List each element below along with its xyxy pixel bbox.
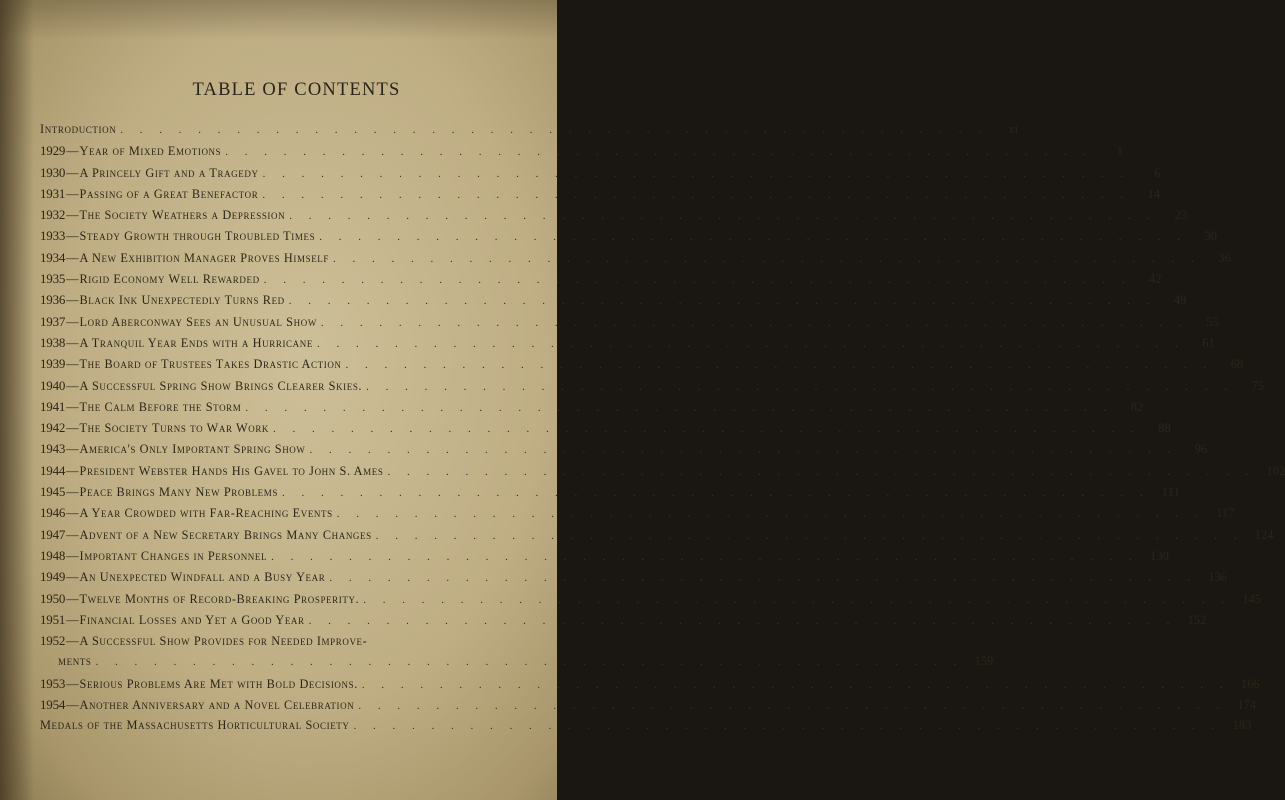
toc-entry-title: America's Only Important Spring Show xyxy=(79,442,306,457)
toc-entry xyxy=(40,441,1208,462)
toc-entry-leader: . . . . . . . . . . . . . . . . . . . . . . . . . . . . . . . . . . . . . . . . . . . . . xyxy=(288,295,1157,308)
toc-entry-page: 130 xyxy=(1150,548,1169,563)
toc-entry-leader: . . . . . . . . . . . . . . . . . . . . . . . . . . . . . . . . . . . . . . . . . . . . . xyxy=(375,529,1244,542)
toc-entry xyxy=(40,611,1207,633)
toc-entry-title: Introduction xyxy=(40,122,117,136)
toc-entry-year: 1936 xyxy=(40,292,66,308)
toc-entry-dash: — xyxy=(66,250,79,265)
toc-entry-year: 1931 xyxy=(40,185,66,201)
toc-entry-year: 1949 xyxy=(40,569,66,585)
toc-entry-title: Important Changes in Personnel xyxy=(79,548,268,563)
toc-entry-title: ments xyxy=(58,654,92,669)
toc-entry xyxy=(40,228,1217,249)
toc-entry xyxy=(40,484,1180,505)
toc-entry-page: 36 xyxy=(1218,250,1231,265)
toc-entry-page: 75 xyxy=(1251,378,1264,393)
toc-entry-page: 68 xyxy=(1230,357,1244,372)
toc-entry-year: 1935 xyxy=(40,271,66,287)
toc-entry xyxy=(40,654,994,675)
toc-entry xyxy=(40,122,1019,143)
toc-entry-dash: — xyxy=(66,591,79,606)
toc-entry-title: Year of Mixed Emotions xyxy=(79,144,222,159)
toc-entry-leader: . . . . . . . . . . . . . . . . . . . . . . . . . . . . . . . . . . . . . . . . . . . . . xyxy=(358,700,1227,713)
toc-entry xyxy=(40,675,1260,697)
toc-entry xyxy=(40,143,1123,164)
toc-entry-dash: — xyxy=(66,442,79,457)
toc-entry xyxy=(40,356,1244,377)
toc-entry-leader: . . . . . . . . . . . . . . . . . . . . . . . . . . . . . . . . . . . . . . . . . . . . . xyxy=(95,656,964,669)
toc-entry xyxy=(40,526,1274,548)
toc-entry-title: Serious Problems Are Met with Bold Decisions. xyxy=(79,676,358,691)
toc-entry-title: Black Ink Unexpectedly Turns Red xyxy=(79,293,285,308)
toc-entry-title: An Unexpected Windfall and a Busy Year xyxy=(79,570,326,585)
toc-entry-dash: — xyxy=(66,357,79,372)
toc-entry-leader: . . . . . . . . . . . . . . . . . . . . . . . . . . . . . . . . . . . . . . . . . . . . . xyxy=(282,487,1150,500)
toc-entry-leader: . . . . . . . . . . . . . . . . . . . . . . . . . . . . . . . . . . . . . . . . . . . . . xyxy=(329,572,1198,585)
toc-entry-title: A Year Crowded with Far-Reaching Events xyxy=(79,506,333,521)
toc-entry xyxy=(40,185,1161,207)
toc-entry-title: The Society Weathers a Depression xyxy=(79,208,286,223)
toc-entry-title: Advent of a New Secretary Brings Many Changes xyxy=(79,527,372,542)
toc-entry-page: 111 xyxy=(1161,485,1180,500)
toc-entry-title: Financial Losses and Yet a Good Year xyxy=(79,612,305,627)
toc-entry-year: 1937 xyxy=(40,313,66,329)
toc-entry-year: 1945 xyxy=(40,484,66,500)
toc-entry-dash: — xyxy=(66,165,79,180)
toc-entry-title: A Successful Spring Show Brings Clearer Skies. xyxy=(79,378,363,393)
toc-entry-page: 61 xyxy=(1202,335,1215,350)
toc-entry-year: 1943 xyxy=(40,441,66,457)
toc-entry-page: 42 xyxy=(1148,272,1162,287)
toc-entry-leader: . . . . . . . . . . . . . . . . . . . . . . . . . . . . . . . . . . . . . . . . . . . . . xyxy=(363,593,1231,606)
toc-entry-dash: — xyxy=(66,399,79,414)
toc-entry-year: 1941 xyxy=(40,398,66,414)
page-title: TABLE OF CONTENTS xyxy=(192,80,401,100)
toc-entry-leader: . . . . . . . . . . . . . . . . . . . . . . . . . . . . . . . . . . . . . . . . . . . . . xyxy=(262,188,1131,201)
toc-entry-year: 1950 xyxy=(40,590,66,606)
toc-entry xyxy=(40,462,1285,484)
toc-entry-dash: — xyxy=(66,293,79,308)
toc-entry-dash: — xyxy=(66,634,79,649)
toc-entry-leader: . . . . . . . . . . . . . . . . . . . . . . . . . . . . . . . . . . . . . . . . . . . . . xyxy=(320,316,1189,329)
toc-entry-year: 1946 xyxy=(40,505,66,521)
toc-entry-leader: . . . . . . . . . . . . . . . . . . . . . . . . . . . . . . . . . . . . . . . . . . . . . xyxy=(289,210,1157,223)
toc-entry xyxy=(40,505,1235,526)
toc-entry-dash: — xyxy=(66,208,79,223)
toc-entry-leader: . . . . . . . . . . . . . . . . . . . . . . . . . . . . . . . . . . . . . . . . . . . . . xyxy=(319,231,1187,244)
toc-entry-year: 1953 xyxy=(40,675,66,691)
toc-entry-leader: . . . . . . . . . . . . . . . . . . . . . . . . . . . . . . . . . . . . . . . . . . . . . xyxy=(345,359,1214,372)
toc-entry-page: 145 xyxy=(1242,591,1261,606)
toc-entry-year: 1948 xyxy=(40,547,66,563)
toc-entry-year: 1947 xyxy=(40,526,66,542)
toc-entry xyxy=(40,271,1162,292)
toc-entry-page: 49 xyxy=(1174,293,1187,308)
toc-entry-dash: — xyxy=(66,229,79,244)
toc-entry-title: Peace Brings Many New Problems xyxy=(79,485,278,500)
toc-entry-leader: . . . . . . . . . . . . . . . . . . . . . . . . . . . . . . . . . . . . . . . . . . . . . xyxy=(366,380,1234,393)
toc-entry-page: 183 xyxy=(1232,718,1252,733)
toc-entry-page: 174 xyxy=(1237,698,1257,713)
toc-entry-year: 1938 xyxy=(40,334,66,350)
toc-entry-leader: . . . . . . . . . . . . . . . . . . . . . . . . . . . . . . . . . . . . . . . . . . . . . xyxy=(225,146,1093,159)
toc-entry-leader: . . . . . . . . . . . . . . . . . . . . . . . . . . . . . . . . . . . . . . . . . . . . . xyxy=(263,274,1132,287)
toc-entry-title: The Board of Trustees Takes Drastic Action xyxy=(79,357,342,372)
toc-entry-leader: . . . . . . . . . . . . . . . . . . . . . . . . . . . . . . . . . . . . . . . . . . . . . xyxy=(308,614,1177,627)
toc-entry-page: 30 xyxy=(1204,229,1217,244)
toc-entry-page: 82 xyxy=(1130,399,1144,414)
toc-entry-leader: . . . . . . . . . . . . . . . . . . . . . . . . . . . . . . . . . . . . . . . . . . . . . xyxy=(245,401,1114,414)
toc-entry-dash: — xyxy=(66,335,79,350)
toc-entry xyxy=(40,164,1161,186)
toc-entry-leader: . . . . . . . . . . . . . . . . . . . . . . . . . . . . . . . . . . . . . . . . . . . . . xyxy=(336,508,1205,521)
toc-entry-page: 88 xyxy=(1158,421,1171,436)
toc-entry-page: 55 xyxy=(1206,314,1219,329)
toc-entry-leader: . . . . . . . . . . . . . . . . . . . . . . . . . . . . . . . . . . . . . . . . . . . . . xyxy=(271,550,1139,563)
toc-entry-dash: — xyxy=(66,698,79,713)
toc-entry-title: Another Anniversary and a Novel Celebration xyxy=(79,698,355,713)
toc-entry-page: xi xyxy=(1008,122,1019,136)
toc-entry-title: President Webster Hands His Gavel to John S. Ames xyxy=(79,463,384,478)
toc-entry-leader: . . . . . . . . . . . . . . . . . . . . . . . . . . . . . . . . . . . . . . . . . . . . . xyxy=(316,337,1185,350)
toc-entry-year: 1930 xyxy=(40,164,66,180)
toc-entry-page: 159 xyxy=(974,654,994,669)
toc-entry xyxy=(40,249,1231,271)
toc-entry xyxy=(40,334,1215,356)
toc-entry-page: 152 xyxy=(1187,612,1207,627)
toc-entry-dash: — xyxy=(66,314,79,329)
toc-entry-year: 1954 xyxy=(40,697,66,713)
toc-entry-title: Steady Growth through Troubled Times xyxy=(79,229,316,244)
toc-entry-page: 102 xyxy=(1266,463,1285,478)
toc-entry-dash: — xyxy=(66,506,79,521)
toc-entry-page: 136 xyxy=(1208,570,1228,585)
toc-entry xyxy=(40,420,1171,441)
toc-entry-leader: . . . . . . . . . . . . . . . . . . . . . . . . . . . . . . . . . . . . . . . . . . . . . xyxy=(387,465,1256,478)
toc-entry xyxy=(40,547,1169,569)
toc-entry-year: 1933 xyxy=(40,228,66,244)
toc-entry xyxy=(40,633,490,654)
toc-entry-title: A New Exhibition Manager Proves Himself xyxy=(79,250,330,265)
toc-entry-year: 1939 xyxy=(40,356,66,372)
toc-entry xyxy=(40,292,1187,313)
toc-entry-dash: — xyxy=(66,548,79,563)
toc-entry-title: Twelve Months of Record-Breaking Prosperity. xyxy=(79,591,360,606)
toc-entry-year: 1944 xyxy=(40,462,66,478)
toc-entry-title: The Calm Before the Storm xyxy=(79,399,242,414)
toc-entry-leader: . . . . . . . . . . . . . . . . . . . . . . . . . . . . . . . . . . . . . . . . . . . . . xyxy=(262,167,1131,180)
toc-entry-year: 1952 xyxy=(40,633,66,649)
toc-entry-page: 6 xyxy=(1154,165,1161,180)
toc-entry-dash: — xyxy=(66,676,79,691)
toc-entry-year: 1951 xyxy=(40,611,66,627)
toc-entry xyxy=(40,313,1219,335)
toc-entry-dash: — xyxy=(66,272,79,287)
toc-entry xyxy=(40,207,1187,228)
toc-entry-page: 14 xyxy=(1147,186,1161,201)
toc-entry-page: 117 xyxy=(1216,506,1235,521)
toc-entry xyxy=(40,718,1252,739)
toc-entry-dash: — xyxy=(66,570,79,585)
toc-entry xyxy=(40,398,1144,420)
toc-entry-title: Passing of a Great Benefactor xyxy=(79,186,259,201)
toc-entry-page: 23 xyxy=(1174,208,1187,223)
toc-entry-leader: . . . . . . . . . . . . . . . . . . . . . . . . . . . . . . . . . . . . . . . . . . . . . xyxy=(273,423,1141,436)
toc-entry-title: A Tranquil Year Ends with a Hurricane xyxy=(79,335,313,350)
toc-entry-title: The Society Turns to War Work xyxy=(79,421,270,436)
toc-entry xyxy=(40,590,1261,612)
toc-entry-page: 96 xyxy=(1194,442,1208,457)
toc-entry-dash: — xyxy=(66,421,79,436)
table-of-contents xyxy=(40,122,1285,740)
toc-entry-dash: — xyxy=(66,186,79,201)
toc-entry-year: 1932 xyxy=(40,207,66,223)
toc-entry-leader: . . . . . . . . . . . . . . . . . . . . . . . . . . . . . . . . . . . . . . . . . . . . . xyxy=(309,444,1178,457)
toc-entry-leader: . . . . . . . . . . . . . . . . . . . . . . . . . . . . . . . . . . . . . . . . . . . . . xyxy=(333,252,1201,265)
toc-entry-page: 166 xyxy=(1240,676,1260,691)
toc-entry-dash: — xyxy=(66,144,79,159)
toc-entry-title: A Successful Show Provides for Needed Improve- xyxy=(79,634,368,649)
toc-entry-leader: . . . . . . . . . . . . . . . . . . . . . . . . . . . . . . . . . . . . . . . . . . . . . xyxy=(361,678,1230,691)
toc-entry-dash: — xyxy=(66,463,79,478)
toc-entry-title: Rigid Economy Well Rewarded xyxy=(79,272,260,287)
toc-entry-dash: — xyxy=(66,527,79,542)
toc-entry-title: Medals of the Massachusetts Horticultural Society xyxy=(40,718,350,733)
toc-entry-title: A Princely Gift and a Tragedy xyxy=(79,165,259,180)
toc-entry-year: 1934 xyxy=(40,249,66,265)
toc-entry-title: Lord Aberconway Sees an Unusual Show xyxy=(79,314,317,329)
toc-entry-dash: — xyxy=(66,378,79,393)
toc-entry-page: 124 xyxy=(1254,527,1274,542)
toc-entry-leader: . . . . . . . . . . . . . . . . . . . . . . . . . . . . . . . . . . . . . . . . . . . . . xyxy=(120,124,989,136)
toc-entry-year: 1942 xyxy=(40,420,66,436)
toc-entry-year: 1940 xyxy=(40,377,66,393)
toc-entry xyxy=(40,377,1264,399)
toc-entry-year: 1929 xyxy=(40,143,66,159)
toc-entry-dash: — xyxy=(66,485,79,500)
toc-entry-dash: — xyxy=(66,612,79,627)
toc-entry-page: 1 xyxy=(1116,144,1123,159)
toc-entry-leader: . . . . . . . . . . . . . . . . . . . . . . . . . . . . . . . . . . . . . . . . . . . . . xyxy=(353,720,1222,733)
toc-entry xyxy=(40,697,1257,718)
toc-entry xyxy=(40,569,1228,590)
